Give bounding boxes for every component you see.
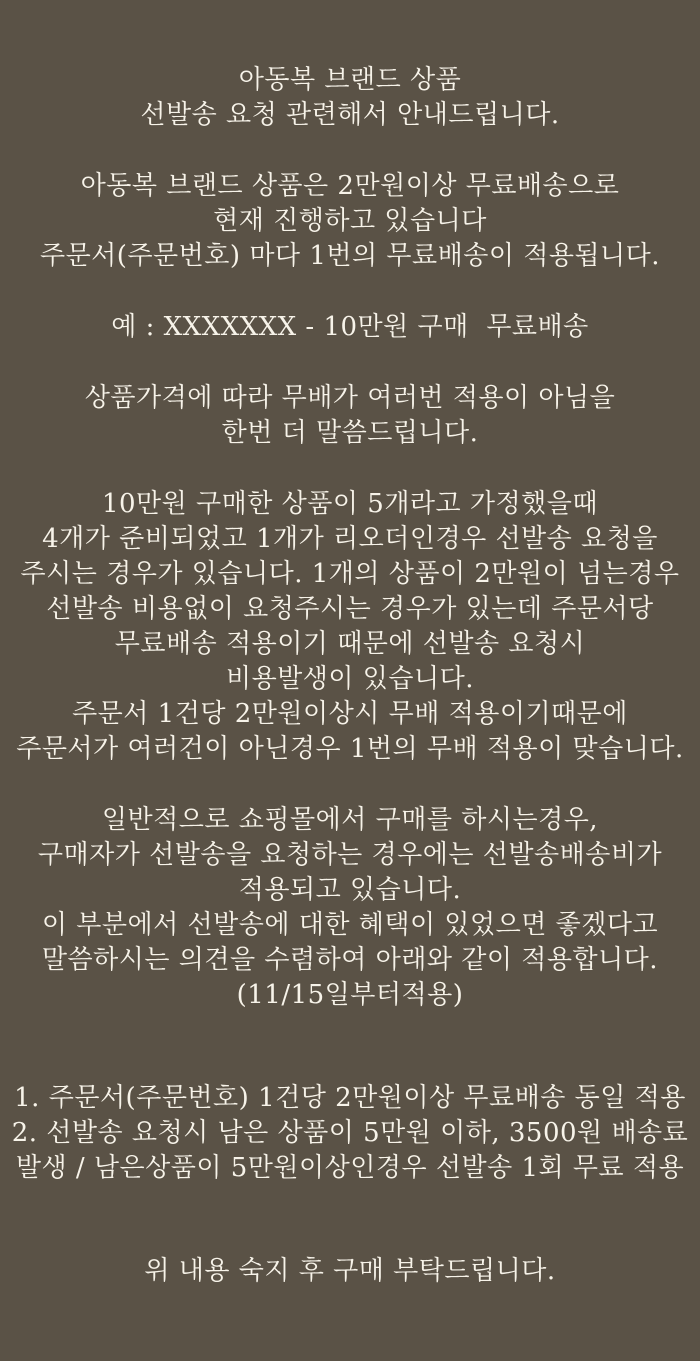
notice-reminder [8, 381, 692, 451]
notice-line: 주시는 경우가 있습니다. 1개의 상품이 2만원이 넘는경우 [20, 559, 680, 589]
notice-rule-2: 2. 선발송 요청시 남은 상품이 5만원 이하, 3500원 배송료 [11, 1118, 689, 1148]
notice-line: 무료배송 적용이기 때문에 선발송 요청시 [114, 629, 586, 659]
notice-line: 일반적으로 쇼핑몰에서 구매를 하시는경우, [101, 805, 599, 835]
notice-intro-heading [8, 63, 692, 133]
notice-line: 주문서 1건당 2만원이상시 무배 적용이기때문에 [72, 699, 628, 729]
notice-new-rules [8, 1081, 692, 1186]
notice-scenario-explanation [8, 487, 692, 767]
notice-line: 적용되고 있습니다. [238, 875, 462, 905]
notice-free-shipping-policy [8, 169, 692, 274]
notice-line: 선발송 요청 관련해서 안내드립니다. [140, 100, 560, 130]
notice-line: 구매자가 선발송을 요청하는 경우에는 선발송배송비가 [37, 840, 663, 870]
notice-closing-line: 위 내용 숙지 후 구매 부탁드립니다. [144, 1256, 556, 1286]
notice-line: 이 부분에서 선발송에 대한 혜택이 있었으면 좋겠다고 [41, 910, 659, 940]
notice-line: 비용발생이 있습니다. [225, 664, 475, 694]
notice-rule-2-continued: 발생 / 남은상품이 5만원이상인경우 선발송 1회 무료 적용 [15, 1153, 685, 1183]
notice-line: 주문서가 여러건이 아닌경우 1번의 무배 적용이 맞습니다. [16, 734, 684, 764]
notice-line: 주문서(주문번호) 마다 1번의 무료배송이 적용됩니다. [39, 241, 661, 271]
notice-closing [8, 1254, 692, 1289]
notice-effective-date: (11/15일부터적용) [236, 980, 464, 1010]
notice-line: 상품가격에 따라 무배가 여러번 적용이 아님을 [84, 383, 616, 413]
notice-feedback-and-change [8, 803, 692, 1013]
notice-line: 선발송 비용없이 요청주시는 경우가 있는데 주문서당 [46, 594, 654, 624]
notice-line: 4개가 준비되었고 1개가 리오더인경우 선발송 요청을 [42, 524, 658, 554]
notice-line: 예 : XXXXXXX - 10만원 구매 무료배송 [111, 312, 589, 342]
notice-line: 한번 더 말씀드립니다. [221, 418, 479, 448]
notice-line: 말씀하시는 의견을 수렴하여 아래와 같이 적용합니다. [41, 945, 659, 975]
notice-line: 현재 진행하고 있습니다 [213, 206, 487, 236]
notice-line: 아동복 브랜드 상품 [238, 65, 462, 95]
notice-line: 아동복 브랜드 상품은 2만원이상 무료배송으로 [80, 171, 620, 201]
notice-line: 10만원 구매한 상품이 5개라고 가정했을때 [101, 489, 599, 519]
notice-example [8, 310, 692, 345]
notice-rule-1: 1. 주문서(주문번호) 1건당 2만원이상 무료배송 동일 적용 [14, 1083, 686, 1113]
